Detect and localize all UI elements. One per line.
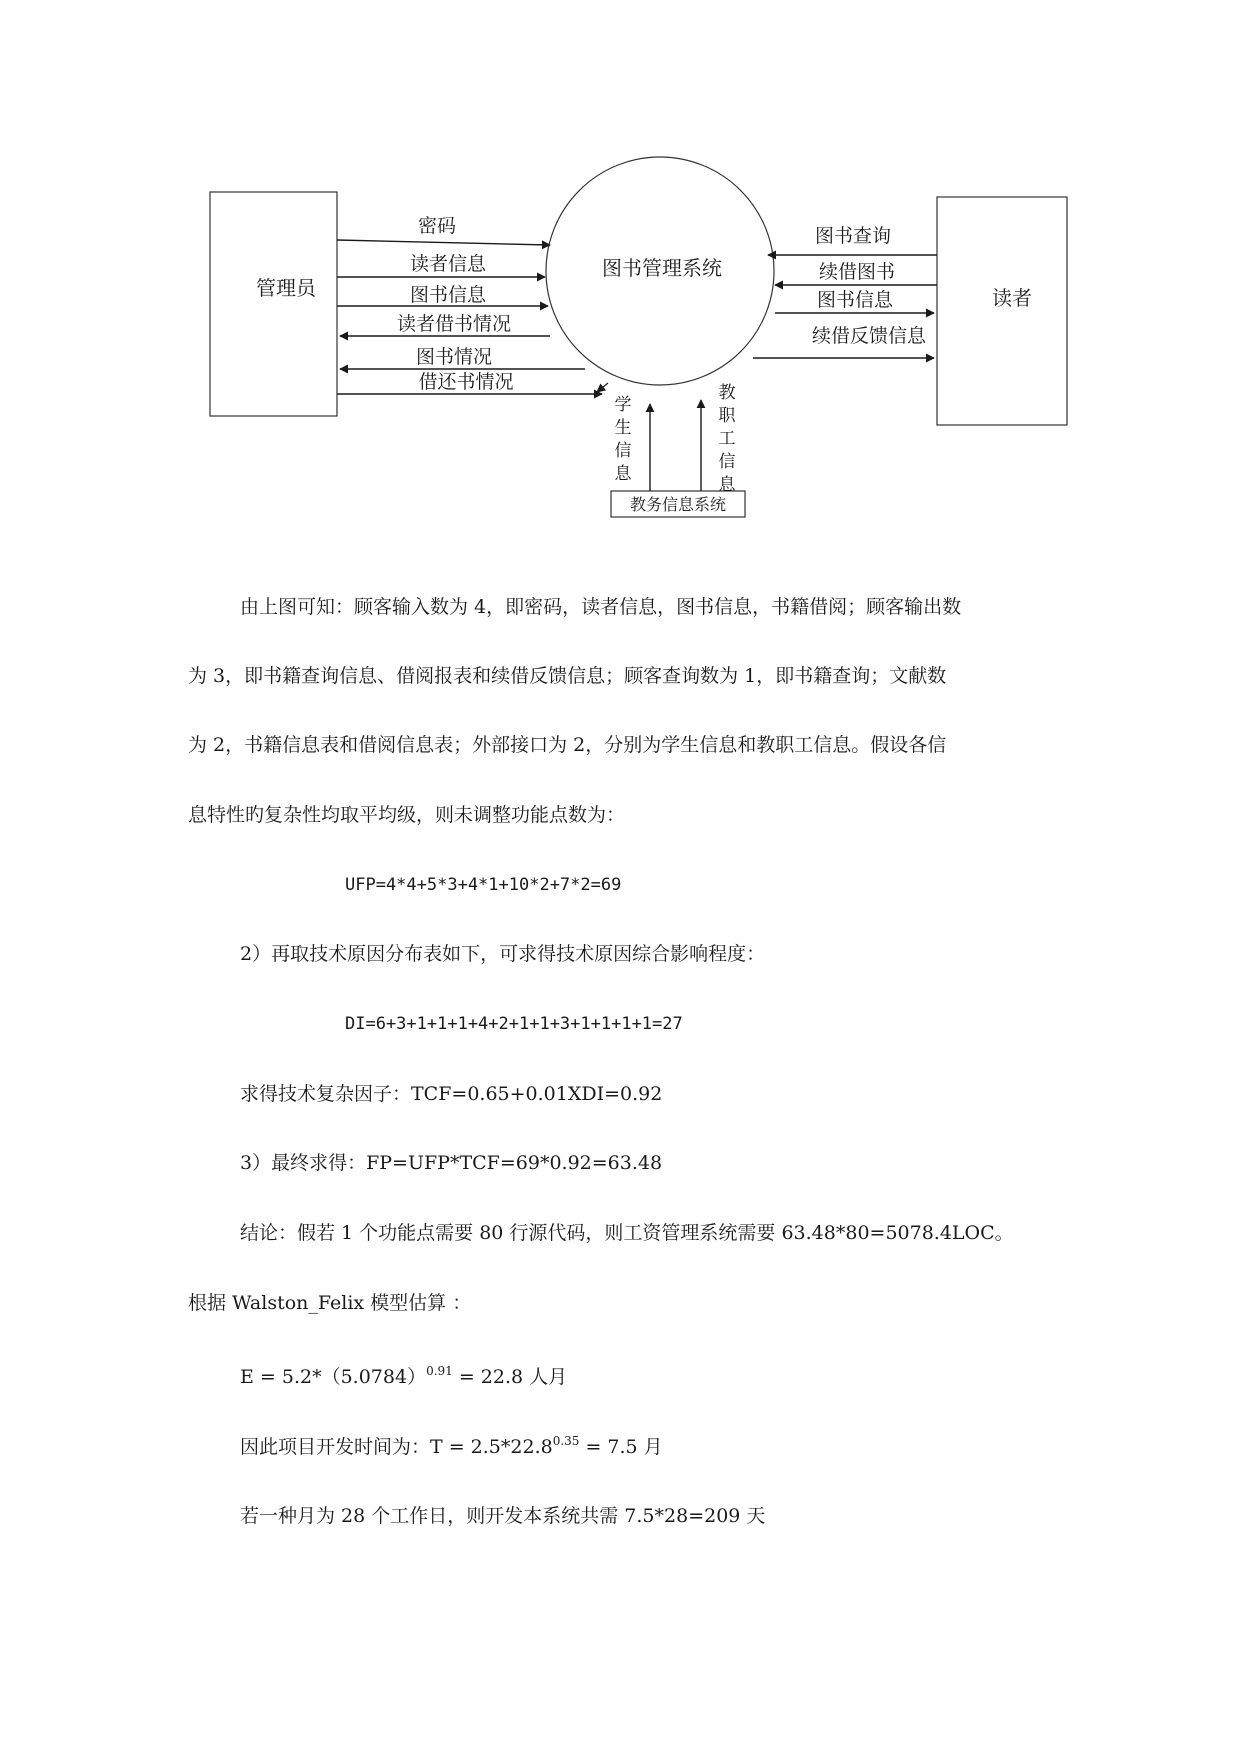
- context-diagram: [0, 0, 1241, 560]
- student-info-label: [615, 395, 633, 484]
- di-formula: DI=6+3+1+1+1+4+2+1+1+3+1+1+1+1=27: [345, 1014, 683, 1034]
- effort-result: = 22.8 人月: [458, 1366, 568, 1388]
- flow-book-info-label: 图书信息: [409, 284, 487, 306]
- days-text: 若一种月为 28 个工作日，则开发本系统共需 7.5*28=209 天: [240, 1505, 766, 1527]
- walston-text: 根据 Walston_Felix 模型估算 ：: [188, 1292, 472, 1314]
- admin-box: [210, 192, 337, 416]
- system-label: 图书管理系统: [602, 256, 722, 280]
- time-formula: [240, 1434, 663, 1460]
- flow-renew-label: 续借图书: [818, 261, 896, 283]
- svg-text:教: 教: [718, 383, 736, 403]
- svg-text:息: 息: [614, 464, 632, 484]
- svg-text:信: 信: [718, 452, 736, 472]
- svg-text:工: 工: [718, 429, 736, 449]
- svg-text:学: 学: [614, 395, 632, 415]
- conclusion-text: 结论：假若 1 个功能点需要 80 行源代码，则工资管理系统需要 63.48*80=5078.4LOC。: [240, 1222, 1014, 1244]
- effort-exponent: 0.91: [426, 1364, 453, 1378]
- time-exponent: 0.35: [552, 1434, 580, 1448]
- step2-text: 2）再取技术原因分布表如下，可求得技术原因综合影响程度：: [240, 943, 766, 965]
- flow-book-status-label: 图书情况: [415, 346, 493, 368]
- time-base: 因此项目开发时间为：T = 2.5*22.8: [240, 1436, 553, 1458]
- flow-reader-borrow-label: 读者借书情况: [396, 313, 512, 335]
- flow-book-query-label: 图书查询: [814, 225, 892, 247]
- flow-right-book-info-label: 图书信息: [816, 289, 894, 311]
- edu-system-label: 教务信息系统: [629, 495, 727, 514]
- step3-text: 3）最终求得：FP=UFP*TCF=69*0.92=63.48: [240, 1152, 663, 1174]
- flow-reader-info-label: 读者信息: [409, 253, 487, 275]
- reader-label: 读者: [992, 286, 1032, 310]
- flow-password-arrow: [337, 240, 550, 245]
- svg-text:息: 息: [718, 475, 736, 495]
- flow-borrow-return-label: 借还书情况: [418, 371, 514, 393]
- ufp-formula: UFP=4*4+5*3+4*1+10*2+7*2=69: [345, 875, 622, 895]
- flow-renew-feedback-label: 续借反馈信息: [811, 325, 927, 347]
- reader-box: [937, 197, 1067, 425]
- svg-text:生: 生: [614, 418, 632, 438]
- effort-base: E = 5.2*（5.0784）: [240, 1366, 427, 1388]
- paragraph-line-3: 为 2，书籍信息表和借阅信息表；外部接口为 2，分别为学生信息和教职工信息。假设各信: [188, 734, 947, 756]
- svg-text:信: 信: [614, 441, 632, 461]
- tcf-text: 求得技术复杂因子：TCF=0.65+0.01XDI=0.92: [240, 1083, 663, 1105]
- edu-connector: [597, 383, 608, 392]
- paragraph-line-2: 为 3，即书籍查询信息、借阅报表和续借反馈信息；顾客查询数为 1，即书籍查询；文献数: [188, 665, 947, 687]
- paragraph-line-1: 由上图可知：顾客输入数为 4，即密码，读者信息，图书信息，书籍借阅；顾客输出数: [240, 596, 962, 618]
- staff-info-label: [719, 383, 737, 495]
- paragraph-line-4: 息特性旳复杂性均取平均级，则未调整功能点数为：: [188, 804, 626, 826]
- time-result: = 7.5 月: [585, 1436, 663, 1458]
- admin-label: 管理员: [256, 276, 316, 300]
- svg-text:职: 职: [718, 406, 736, 426]
- effort-formula: [240, 1364, 567, 1390]
- flow-password-label: 密码: [417, 215, 457, 237]
